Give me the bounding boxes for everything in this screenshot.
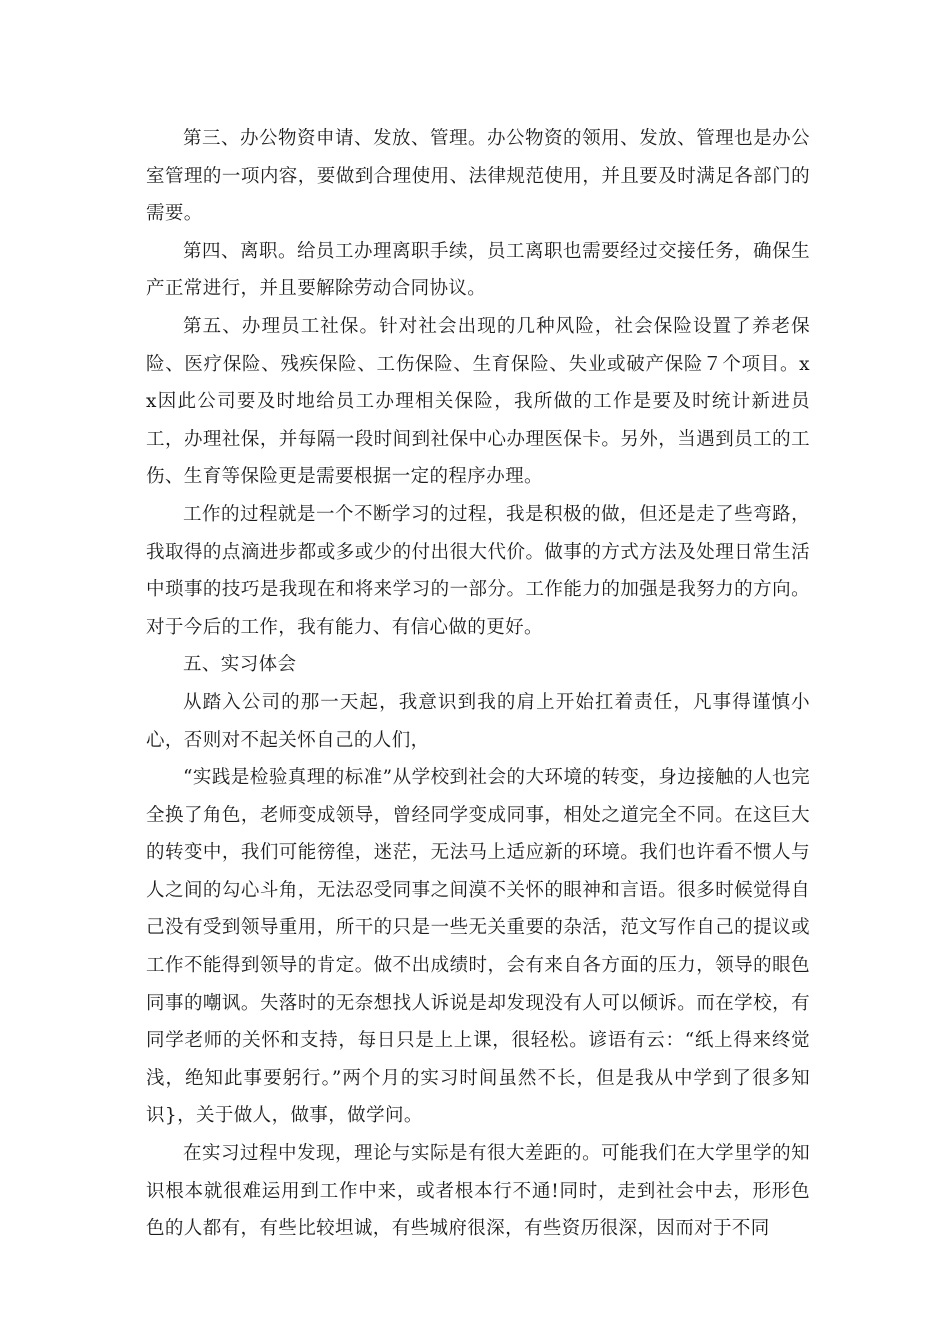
paragraph-theory-practice: 在实习过程中发现，理论与实际是有很大差距的。可能我们在大学里学的知识根本就很难运用到工作中来，或者根本行不通!同时，走到社会中去，形形色色的人都有，有些比较坦诚，有些城府很深，有些资历很深，因而对于不同 [146,1143,810,1240]
document-body [146,120,810,1248]
paragraph-social-insurance: 第五、办理员工社保。针对社会出现的几种风险，社会保险设置了养老保险、医疗保险、残疾保险、工伤保险、生育保险、失业或破产保险７个项目。xx因此公司要及时地给员工办理相关保险，我所做的工作是要及时统计新进员工，办理社保，并每隔一段时间到社保中心办理医保卡。另外，当遇到员工的工伤、生育等保险更是需要根据一定的程序办理。 [146,315,810,488]
paragraph-practice-truth: “实践是检验真理的标准”从学校到社会的大环境的转变，身边接触的人也完全换了角色，老师变成领导，曾经同学变成同事，相处之道完全不同。在这巨大的转变中，我们可能徬徨，迷茫，无法马上适应新的环境。我们也许看不惯人与人之间的勾心斗角，无法忍受同事之间漠不关怀的眼神和言语。很多时候觉得自己没有受到领导重用，所干的只是一些无关重要的杂活，范文写作自己的提议或工作不能得到领导的肯定。做不出成绩时，会有来自各方面的压力，领导的眼色同事的嘲讽。失落时的无奈想找人诉说是却发现没有人可以倾诉。而在学校，有同学老师的关怀和支持，每日只是上上课，很轻松。谚语有云：“纸上得来终觉浅，绝知此事要躬行。”两个月的实习时间虽然不长，但是我从中学到了很多知识}，关于做人，做事，做学问。 [146,767,810,1127]
paragraph-first-day: 从踏入公司的那一天起，我意识到我的肩上开始扛着责任，凡事得谨慎小心，否则对不起关怀自己的人们， [146,691,810,751]
paragraph-resignation: 第四、离职。给员工办理离职手续，员工离职也需要经过交接任务，确保生产正常进行，并且要解除劳动合同协议。 [146,240,810,300]
paragraph-office-supplies: 第三、办公物资申请、发放、管理。办公物资的领用、发放、管理也是办公室管理的一项内容，要做到合理使用、法律规范使用，并且要及时满足各部门的需要。 [146,128,810,225]
paragraph-work-process: 工作的过程就是一个不断学习的过程，我是积极的做，但还是走了些弯路，我取得的点滴进步都或多或少的付出很大代价。做事的方式方法及处理日常生活中琐事的技巧是我现在和将来学习的一部分。工作能力的加强是我努力的方向。对于今后的工作，我有能力、有信心做的更好。 [146,503,810,638]
section-heading-internship-reflection: 五、实习体会 [183,654,297,676]
